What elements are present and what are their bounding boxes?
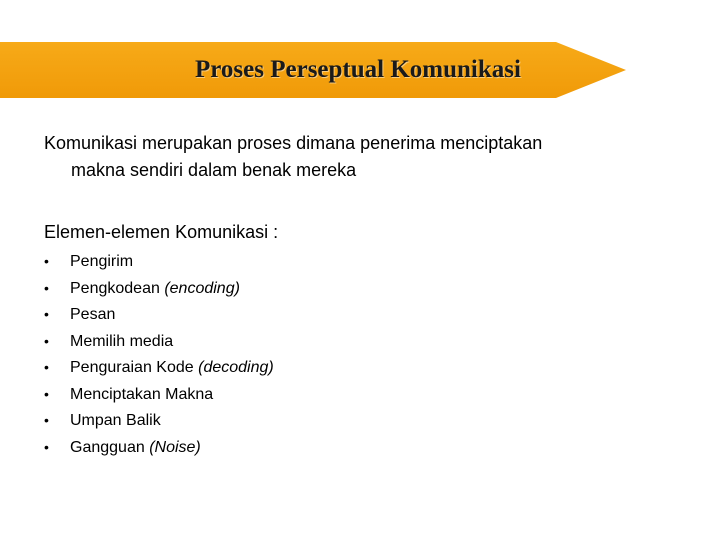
list-item-text: Pengkodean (encoding) xyxy=(70,279,240,297)
bullet-icon: • xyxy=(44,306,49,322)
list-item xyxy=(44,407,274,434)
list-item xyxy=(44,275,274,302)
list-item xyxy=(44,354,274,381)
list-item-text: Penguraian Kode (decoding) xyxy=(70,359,274,376)
intro-line-2: makna sendiri dalam benak mereka xyxy=(71,160,357,180)
bullet-icon: • xyxy=(44,253,49,269)
list-item xyxy=(44,301,274,328)
list-item-text: Gangguan (Noise) xyxy=(70,438,201,456)
page-title: Proses Perseptual Komunikasi xyxy=(195,56,521,83)
list-item-text: Umpan Balik xyxy=(70,412,161,429)
elements-heading: Elemen-elemen Komunikasi : xyxy=(44,222,279,242)
bullet-icon: • xyxy=(44,359,49,375)
intro-paragraph xyxy=(44,130,684,184)
bullet-icon: • xyxy=(44,438,49,455)
title-banner xyxy=(0,42,626,98)
list-item xyxy=(44,248,274,275)
list-item xyxy=(44,328,274,355)
elements-list xyxy=(44,248,274,460)
bullet-icon: • xyxy=(44,412,49,428)
list-item-text: Pesan xyxy=(70,306,116,323)
list-item-text: Menciptakan Makna xyxy=(70,385,214,403)
intro-line-1: Komunikasi merupakan proses dimana penerima menciptakan xyxy=(44,133,543,153)
list-item xyxy=(44,381,274,408)
list-item-text: Memilih media xyxy=(70,332,174,350)
bullet-icon: • xyxy=(44,332,49,349)
bullet-icon: • xyxy=(44,279,49,296)
bullet-icon: • xyxy=(44,385,49,402)
list-item xyxy=(44,434,274,461)
list-item-text: Pengirim xyxy=(70,253,134,270)
